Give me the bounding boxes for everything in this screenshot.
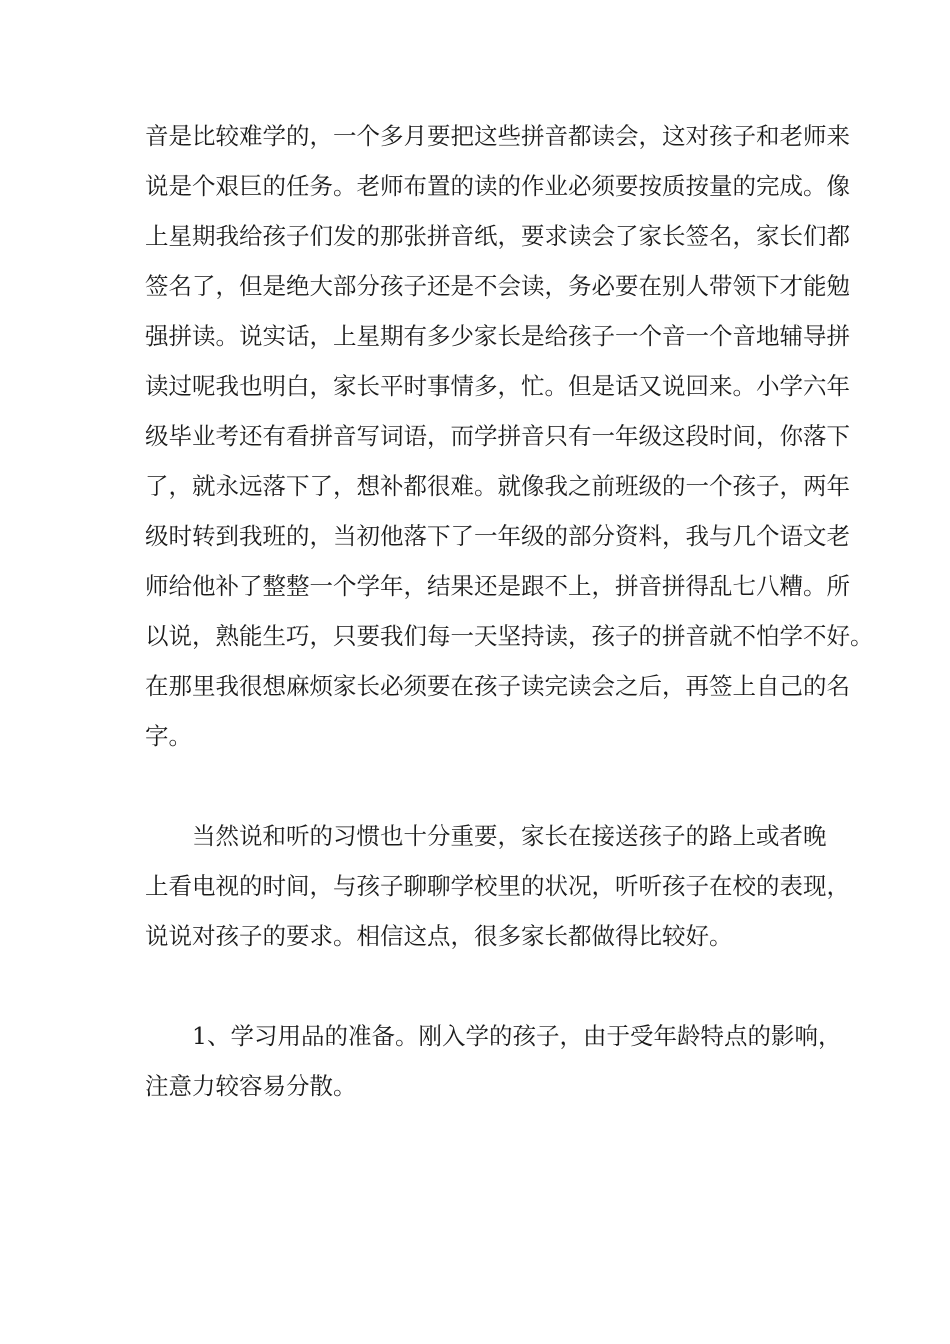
paragraph-1-line-1: 音是比较难学的，一个多月要把这些拼音都读会，这对孩子和老师来 [145,122,850,150]
paragraph-3-line-1: 1、学习用品的准备。刚入学的孩子，由于受年龄特点的影响， [192,1022,842,1050]
paragraph-1-line-10: 师给他补了整整一个学年，结果还是跟不上，拼音拼得乱七八糟。所 [145,572,850,600]
paragraph-1-line-13: 字。 [145,722,192,750]
paragraph-1-line-4: 签名了，但是绝大部分孩子还是不会读，务必要在别人带领下才能勉 [145,272,850,300]
paragraph-1-line-6: 读过呢我也明白，家长平时事情多，忙。但是话又说回来。小学六年 [145,372,850,400]
paragraph-2-line-2: 上看电视的时间，与孩子聊聊学校里的状况，听听孩子在校的表现， [145,872,850,900]
paragraph-1-line-12: 在那里我很想麻烦家长必须要在孩子读完读会之后，再签上自己的名 [145,672,850,700]
paragraph-1-line-8: 了，就永远落下了，想补都很难。就像我之前班级的一个孩子，两年 [145,472,850,500]
paragraph-1-line-11: 以说，熟能生巧，只要我们每一天坚持读，孩子的拼音就不怕学不好。 [145,622,874,650]
paragraph-1-line-5: 强拼读。说实话，上星期有多少家长是给孩子一个音一个音地辅导拼 [145,322,850,350]
paragraph-2-line-3: 说说对孩子的要求。相信这点，很多家长都做得比较好。 [145,922,733,950]
paragraph-1-line-9: 级时转到我班的，当初他落下了一年级的部分资料，我与几个语文老 [145,522,850,550]
paragraph-1-line-7: 级毕业考还有看拼音写词语，而学拼音只有一年级这段时间，你落下 [145,422,850,450]
paragraph-1-line-2: 说是个艰巨的任务。老师布置的读的作业必须要按质按量的完成。像 [145,172,850,200]
paragraph-1-line-3: 上星期我给孩子们发的那张拼音纸，要求读会了家长签名，家长们都 [145,222,850,250]
paragraph-3-line-2: 注意力较容易分散。 [145,1072,357,1100]
paragraph-2-line-1: 当然说和听的习惯也十分重要，家长在接送孩子的路上或者晚 [192,822,827,850]
